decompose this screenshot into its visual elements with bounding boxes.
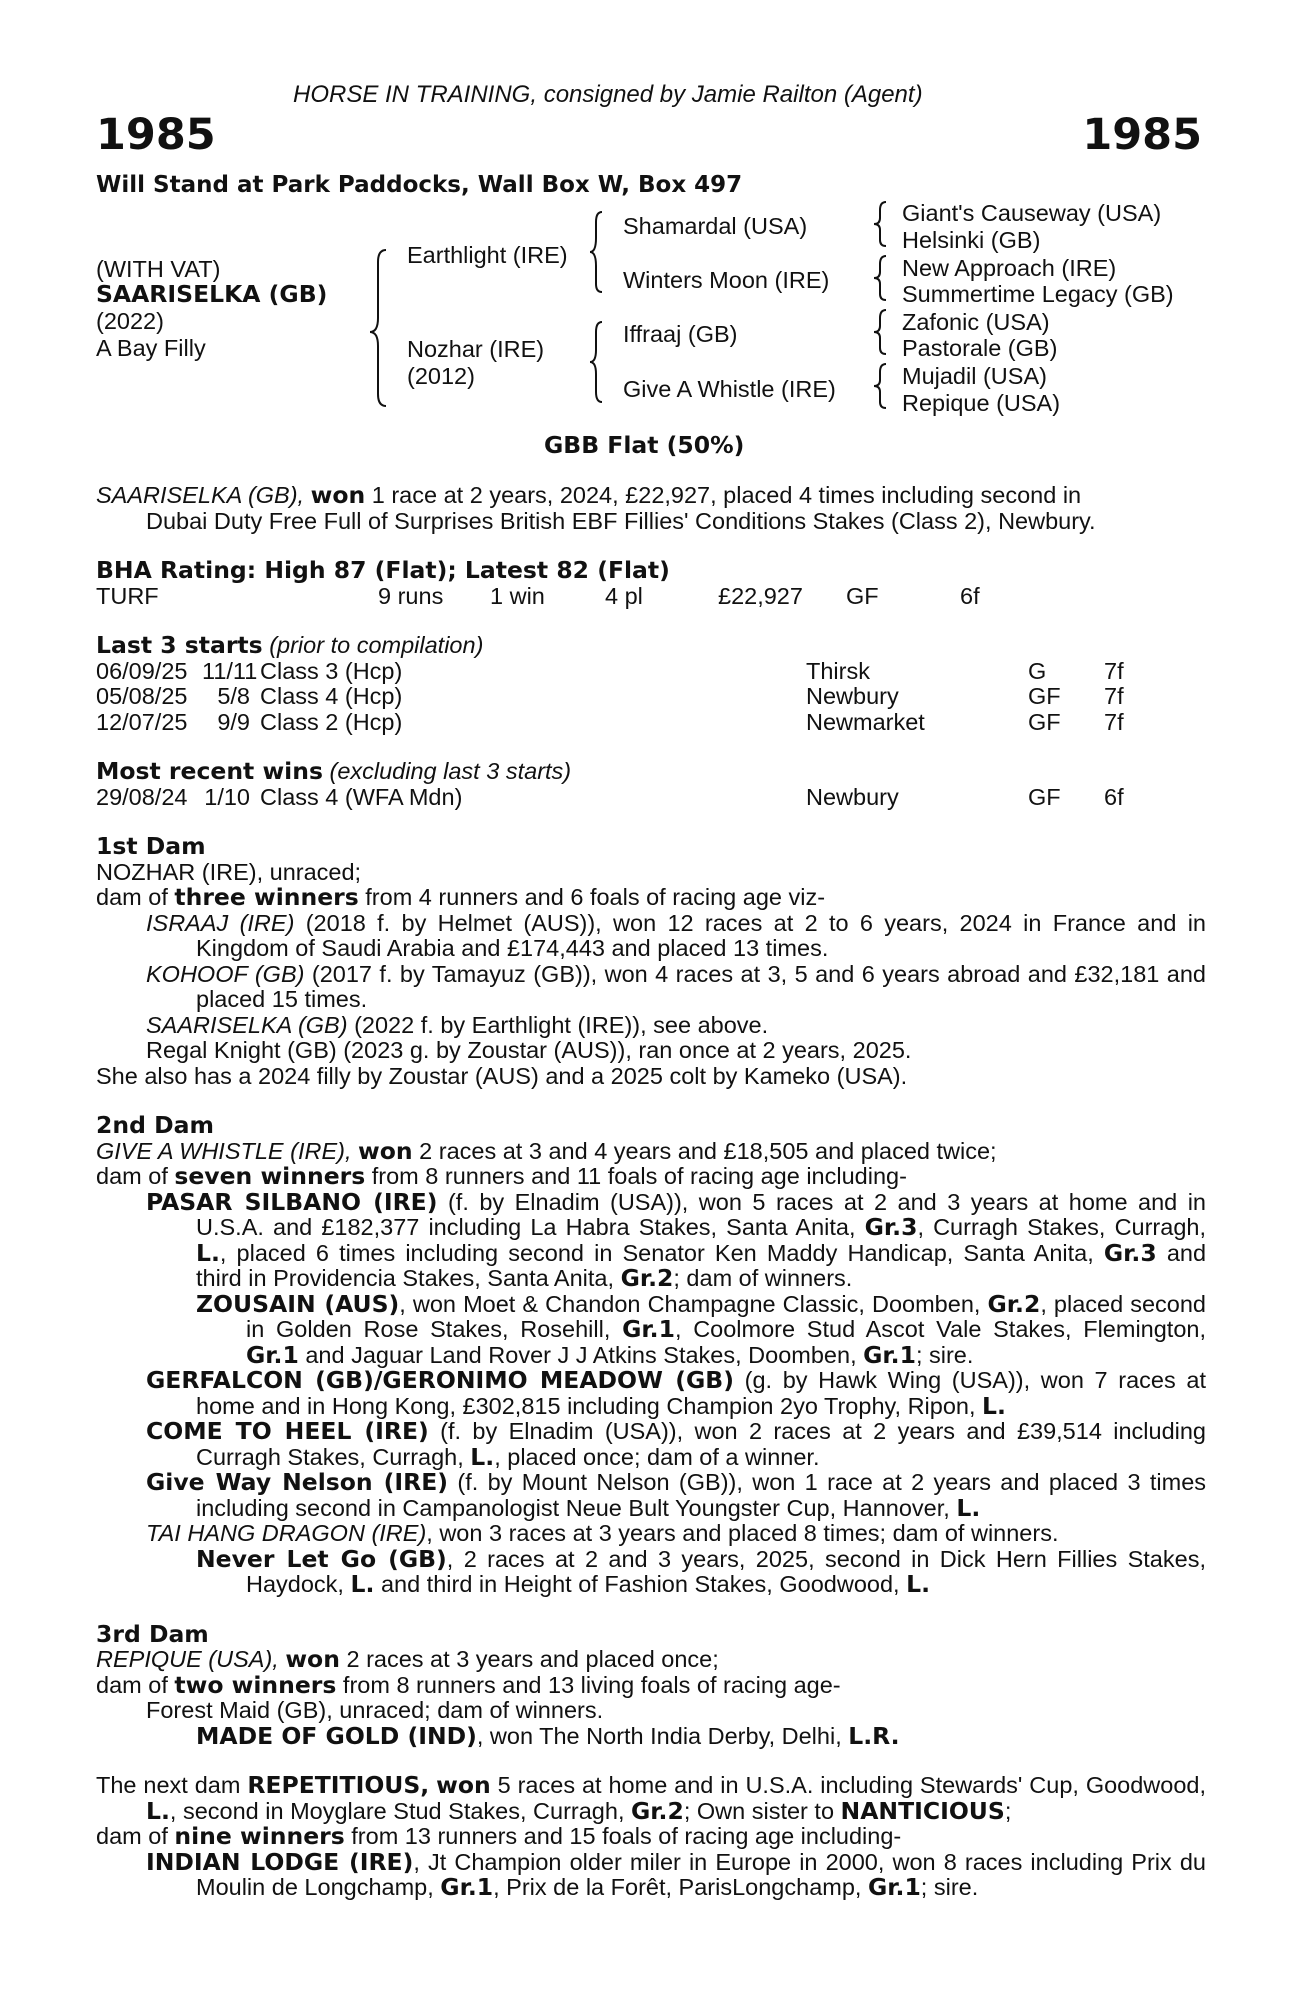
grade: Gr.1 — [863, 1340, 916, 1369]
rating-distance: 6f — [960, 582, 980, 609]
text: 2 races at 3 and 4 years and £18,505 and placed twice; — [419, 1137, 997, 1164]
grade: Gr.2 — [987, 1289, 1041, 1318]
produce-name: PASAR SILBANO (IRE) — [146, 1187, 438, 1216]
sire-sire-dam: Helsinki (GB) — [902, 227, 1041, 253]
text: from 4 runners and 6 foals of racing age viz- — [365, 884, 826, 910]
dam-name: REPIQUE (USA), — [96, 1646, 279, 1672]
next-dam — [96, 1773, 1206, 1901]
dam-sire-dam: Pastorale (GB) — [902, 335, 1058, 361]
produce-line: Regal Knight (GB) (2023 g. by Zoustar (AUS)), ran once at 2 years, 2025. — [146, 1037, 912, 1063]
dam-dam-dam: Repique (USA) — [902, 390, 1061, 416]
form-course: Newmarket — [806, 708, 925, 735]
text: ; sire. — [920, 1874, 979, 1900]
text: ; Own sister to — [683, 1797, 835, 1824]
grade: Gr.1 — [440, 1873, 494, 1901]
produce-name: MADE OF GOLD (IND) — [196, 1721, 477, 1750]
produce-name: ZOUSAIN (AUS) — [196, 1289, 400, 1318]
text: , Coolmore Stud Ascot Vale Stakes, Flemington, — [674, 1316, 1207, 1342]
produce-name: KOHOOF (GB) — [146, 960, 305, 987]
form-row — [96, 684, 1206, 710]
form-class: Class 4 (Hcp) — [260, 683, 403, 709]
produce-name: Never Let Go (GB) — [196, 1544, 447, 1573]
first-dam-heading: 1st Dam — [96, 832, 206, 860]
text: and Jaguar Land Rover J J Atkins Stakes, Doomben, — [305, 1341, 857, 1368]
sister-name: NANTICIOUS — [840, 1796, 1005, 1825]
produce-name: COME TO HEEL (IRE) — [146, 1417, 429, 1445]
text: (f. by Mount Nelson (GB)), won 1 race at 2 years and placed 3 times including second in Campanologist Neue Bult Youngster Cup, Hannover, — [196, 1469, 1207, 1521]
form-going: G — [1028, 657, 1047, 684]
form-class: Class 3 (Hcp) — [260, 657, 403, 684]
sire-dam-sire: New Approach (IRE) — [902, 255, 1117, 281]
produce-text: (2018 f. by Helmet (AUS)), won 12 races at 2 to 6 years, 2024 in France and in Kingdom of Saudi Arabia and £174,443 and placed 13 times. — [196, 909, 1206, 961]
winners-count: two winners — [174, 1670, 337, 1699]
form-distance: 7f — [1104, 683, 1124, 709]
produce-name: SAARISELKA (GB) — [146, 1011, 348, 1038]
form-class: Class 4 (WFA Mdn) — [260, 783, 463, 810]
third-dam — [96, 1619, 1206, 1750]
rating-amount: £22,927 — [718, 582, 803, 609]
text: and third in Height of Fashion Stakes, Goodwood, — [380, 1571, 900, 1597]
grade: Gr.2 — [631, 1796, 684, 1825]
text: , won The North India Derby, Delhi, — [476, 1722, 842, 1749]
text: , won Moet & Chandon Champagne Classic, Doomben, — [399, 1290, 981, 1317]
text: , Jt Champion older miler in Europe in 2000, won 8 races including Prix du Moulin de Longchamp, — [196, 1848, 1206, 1900]
summary-text-1: 1 race at 2 years, 2024, £22,927, placed 4 times including second in — [371, 482, 1082, 508]
text: , placed 6 times including second in Senator Ken Maddy Handicap, Santa Anita, — [219, 1239, 1094, 1266]
grade: Gr.3 — [864, 1213, 918, 1241]
text: (g. by Hawk Wing (USA)), won 7 races at home and in Hong Kong, £302,815 including Champion 2yo Trophy, Ripon, — [196, 1367, 1207, 1419]
third-dam-heading: 3rd Dam — [96, 1619, 209, 1648]
form-date: 05/08/25 — [96, 683, 188, 709]
text: from 8 runners and 13 living foals of racing age- — [342, 1671, 841, 1698]
grade: L. — [982, 1391, 1006, 1420]
rating-heading: BHA Rating: High 87 (Flat); Latest 82 (Flat) — [96, 556, 670, 584]
rating-placed: 4 pl — [605, 582, 643, 609]
rating-surface: TURF — [96, 582, 159, 609]
text: 5 races at home and in U.S.A. including Stewards' Cup, Goodwood, — [497, 1772, 1207, 1798]
grade: Gr.3 — [1103, 1238, 1157, 1267]
grade: L. — [146, 1796, 170, 1825]
sire: Earthlight (IRE) — [407, 242, 568, 268]
first-dam-line: NOZHAR (IRE), unraced; — [96, 858, 362, 885]
text: (f. by Elnadim (USA)), won 2 races at 2 years and £39,514 including Curragh Stakes, Curragh, — [196, 1418, 1206, 1470]
grade: Gr.1 — [622, 1315, 675, 1343]
form-going: GF — [1028, 708, 1061, 735]
lot-number-right: 1985 — [1082, 110, 1202, 160]
lot-number-left: 1985 — [96, 110, 216, 160]
summary — [96, 483, 1206, 534]
first-dam — [96, 834, 1206, 1089]
sire-sire: Shamardal (USA) — [623, 213, 808, 239]
sire-dam-dam: Summertime Legacy (GB) — [902, 281, 1174, 307]
summary-horse-name: SAARISELKA (GB), — [96, 482, 305, 508]
form-row — [96, 710, 1206, 736]
won: won — [436, 1771, 491, 1799]
produce-name: GERFALCON (GB)/GERONIMO MEADOW (GB) — [146, 1366, 734, 1394]
horse-description: A Bay Filly — [96, 335, 206, 361]
winners-count: nine winners — [174, 1822, 345, 1850]
grade: Gr.2 — [620, 1264, 674, 1292]
form-position: 9/9 — [217, 708, 250, 735]
rating-row — [96, 584, 1206, 610]
text: from 8 runners and 11 foals of racing age including- — [371, 1163, 907, 1189]
dam: Nozhar (IRE) — [407, 336, 545, 362]
summary-text-2: Dubai Duty Free Full of Surprises British EBF Fillies' Conditions Stakes (Class 2), Newbury. — [146, 507, 1096, 534]
form-distance: 7f — [1104, 657, 1124, 684]
sire-dam: Winters Moon (IRE) — [623, 267, 830, 293]
grade: L. — [196, 1238, 220, 1267]
text: dam of — [96, 1823, 168, 1849]
text: , second in Moyglare Stud Stakes, Curragh, — [169, 1797, 625, 1824]
grade: Gr.1 — [867, 1873, 921, 1901]
grade: L.R. — [848, 1721, 900, 1750]
last3-note: (prior to compilation) — [269, 632, 484, 658]
text: dam of — [96, 1671, 168, 1698]
recent-heading: Most recent wins — [96, 757, 323, 785]
gbb-flat: GBB Flat (50%) — [544, 431, 745, 459]
dam-sire: Iffraaj (GB) — [623, 321, 738, 347]
text: dam of — [96, 1163, 168, 1189]
text: , Curragh Stakes, Curragh, — [917, 1214, 1206, 1240]
form-course: Thirsk — [806, 657, 870, 684]
dam-year: (2012) — [407, 363, 475, 389]
grade: L. — [956, 1493, 981, 1522]
recent-note: (excluding last 3 starts) — [329, 758, 572, 784]
produce-name: Give Way Nelson (IRE) — [146, 1468, 449, 1496]
second-dam — [96, 1113, 1206, 1598]
sire-sire-sire: Giant's Causeway (USA) — [902, 200, 1162, 226]
form-position: 5/8 — [217, 683, 250, 709]
grade: Gr.1 — [246, 1340, 299, 1369]
form-distance: 7f — [1104, 708, 1124, 735]
produce-name: TAI HANG DRAGON (IRE) — [146, 1520, 427, 1546]
form-position: 1/10 — [204, 783, 250, 810]
grade: L. — [470, 1442, 495, 1471]
rating-wins: 1 win — [490, 582, 545, 609]
text: (f. by Elnadim (USA)), won 5 races at 2 and 3 years at home and in U.S.A. and £182,377 including La Habra Stakes, Santa Anita, — [196, 1188, 1206, 1240]
text: , placed second in Golden Rose Stakes, Rosehill, — [246, 1290, 1206, 1342]
grade: L. — [350, 1570, 375, 1598]
text: ; dam of winners. — [673, 1265, 853, 1291]
form-going: GF — [1028, 783, 1061, 810]
text: 2 races at 3 years and placed once; — [346, 1646, 719, 1672]
last3-heading: Last 3 starts — [96, 631, 263, 659]
form-going: GF — [1028, 683, 1061, 709]
horse-name: SAARISELKA (GB) — [96, 280, 328, 308]
most-recent-wins — [96, 759, 1206, 810]
text: dam of — [96, 884, 168, 910]
produce-name: ISRAAJ (IRE) — [146, 909, 295, 936]
dam-name: REPETITIOUS, — [247, 1771, 430, 1799]
text: , won 3 races at 3 years and placed 8 times; dam of winners. — [426, 1520, 1059, 1546]
text: ; — [1004, 1797, 1012, 1824]
winners-count: seven winners — [174, 1162, 366, 1190]
rating-section — [96, 558, 1206, 609]
text: ; sire. — [915, 1341, 974, 1368]
winners-count: three winners — [174, 883, 359, 911]
won: won — [285, 1645, 340, 1673]
text: and third in Providencia Stakes, Santa Anita, — [196, 1239, 1207, 1291]
produce-line: Forest Maid (GB), unraced; dam of winners. — [146, 1697, 604, 1723]
form-date: 06/09/25 — [96, 657, 188, 684]
form-date: 12/07/25 — [96, 708, 188, 735]
text: from 13 runners and 15 foals of racing age including- — [351, 1823, 902, 1849]
body — [96, 483, 1206, 1901]
text: The next dam — [96, 1772, 241, 1798]
dam-dam: Give A Whistle (IRE) — [623, 376, 836, 402]
form-position: 11/11 — [202, 657, 258, 684]
second-dam-heading: 2nd Dam — [96, 1111, 214, 1139]
text: , placed once; dam of a winner. — [494, 1443, 820, 1470]
dam-sire-sire: Zafonic (USA) — [902, 309, 1050, 335]
text: , 2 races at 2 and 3 years, 2025, second in Dick Hern Fillies Stakes, Haydock, — [246, 1545, 1206, 1597]
dam-name: GIVE A WHISTLE (IRE), — [96, 1137, 352, 1164]
form-row — [96, 785, 1206, 811]
grade: L. — [906, 1570, 930, 1598]
consignment-line: HORSE IN TRAINING, consigned by Jamie Railton (Agent) — [293, 81, 923, 108]
form-date: 29/08/24 — [96, 783, 188, 810]
text: , Prix de la Forêt, ParisLongchamp, — [493, 1874, 862, 1900]
form-class: Class 2 (Hcp) — [260, 708, 403, 735]
horse-year: (2022) — [96, 308, 164, 334]
form-distance: 6f — [1104, 783, 1124, 810]
rating-runs: 9 runs — [378, 582, 444, 609]
produce-text: (2017 f. by Tamayuz (GB)), won 4 races at 3, 5 and 6 years abroad and £32,181 and placed 15 times. — [196, 960, 1206, 1012]
dam-dam-sire: Mujadil (USA) — [902, 363, 1047, 389]
rating-going: GF — [846, 582, 879, 609]
summary-won: won — [310, 481, 366, 509]
form-course: Newbury — [806, 683, 899, 709]
form-row — [96, 659, 1206, 685]
stand-location: Will Stand at Park Paddocks, Wall Box W, Box 497 — [96, 172, 743, 198]
vat-note: (WITH VAT) — [96, 256, 221, 282]
last-3-starts — [96, 633, 1206, 735]
form-course: Newbury — [806, 783, 899, 810]
won: won — [358, 1136, 413, 1165]
also-note: She also has a 2024 filly by Zoustar (AUS) and a 2025 colt by Kameko (USA). — [96, 1062, 908, 1089]
produce-name: INDIAN LODGE (IRE) — [146, 1847, 414, 1876]
produce-text: (2022 f. by Earthlight (IRE)), see above. — [354, 1011, 769, 1038]
